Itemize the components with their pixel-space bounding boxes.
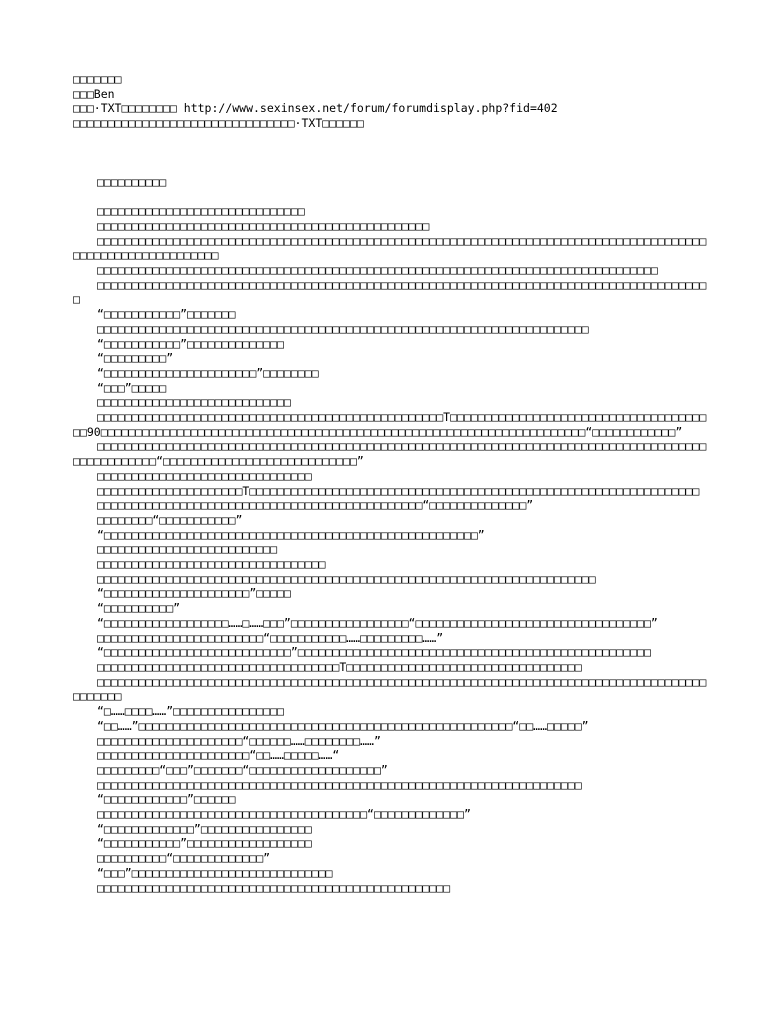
body-paragraph: “□□□□□□□□□□□□□□□□□□□□□□□□□□□”□□□□□□□□□□□□□□□□□□□□□□□□□□□□□□□□□□□□□□□□□□□□□□□□□□□ — [97, 645, 651, 660]
body-paragraph: “□□□”□□□□□ — [97, 380, 167, 395]
body-paragraph: □□□□□□□□□□□□□□□□□□□□□□□□□□□□□□□□□□□□□□□□□□□□□□□“□□□□□□□□□□□□□□” — [97, 498, 534, 513]
body-paragraph: □□□□□□□□□□□□□□□□□□□□□□□□□□ — [97, 542, 278, 557]
body-paragraph: □□□□□□□□□□□□□□□□□□□□□□□□□□□□□□□ — [97, 468, 312, 483]
body-paragraph: □□□□□□□□□“□□□”□□□□□□□“□□□□□□□□□□□□□□□□□□□” — [97, 762, 388, 777]
body-paragraph: □□□□□□□□□□□□□□□□□□□□□“□□□□□□……□□□□□□□□……” — [97, 733, 381, 748]
body-paragraph: □□□□□□□□□□□□□□□□□□□□□□□□□□□□□□□□□□□□□□□□□□□□□□□□□□□□□□□□□□□□□□□□□□□□□□□□□□□□□□□□□ — [97, 263, 658, 278]
body-paragraph: □□□□□□□□□□“□□□□□□□□□□□□□” — [97, 851, 271, 866]
header-source-url-line: □□□·TXT□□□□□□□□ http://www.sexinsex.net/forum/forumdisplay.php?fid=402 — [73, 101, 558, 116]
header-spacer — [73, 131, 713, 175]
body-paragraph: □□□□□□□□□□□□□□□□□□□□□□□□□□□□□□□□□ — [97, 557, 326, 572]
body-paragraph: □□□□□□□□□□□□□□□□□□□□□□□□□□□□□□□□□□□□□□□□□□□□□□□□□□□□□□□□□□□□□□□□□□□□□□□□□□□□□□□□□□□□□□□□□□□□□□□ — [73, 674, 707, 704]
body-paragraph: “□□□□□□□□□□□□□□□□□□□□□”□□□□□ — [97, 586, 291, 601]
body-text — [73, 175, 713, 895]
body-paragraph: □□□□□□□□□□□□□□□□□□□□□□□□□□□□□□□□□□□□□□□□□□□□□□□□ — [97, 218, 430, 233]
document-page — [73, 72, 713, 895]
body-paragraph: “□□□□□□□□□□□□”□□□□□□ — [97, 792, 236, 807]
body-paragraph: “□□……”□□□□□□□□□□□□□□□□□□□□□□□□□□□□□□□□□□□□□□□□□□□□□□□□□□□□□□“□□……□□□□□” — [97, 718, 589, 733]
body-paragraph: □□□□□□□□□□□□□□□□□□□□□□□□□□□□□□□□□□□□□□□□□□□□□□□□□□□□□□□□□□□□□□□□□□□□□□□□ — [97, 571, 596, 586]
body-paragraph: “□□□□□□□□□□□□□”□□□□□□□□□□□□□□□□ — [97, 821, 312, 836]
body-paragraph: □□□□□□□□□□□□□□□□□□□□□□□□□□□□□□□□□□□□□□□□□□□□□□□□□□T□□□□□□□□□□□□□□□□□□□□□□□□□□□□□□□□□□□□□□□90□□□□□□□□□□□□□□□□□□□□□□□□□□□□□□□□□□□□□□□□□□□□□□□□□□□□□□□□□□□□□□□□□□□□□□“□□□□□□□□□□□□” — [73, 410, 707, 439]
body-paragraph: □□□□□□□□□□□□□□□□□□□□□□□□□□□□□□□□□□□□□□□□□□□□□□□□□□□□□□□□□□□□□□□□□□□□□□□□□□□□□□□□□□□□□□□□□□□□□□□□□□□□“□□□□□□□□□□□□□□□□□□□□□□□□□□□□” — [73, 439, 707, 469]
body-paragraph: “□□□□□□□□□□□”□□□□□□□□□□□□□□ — [97, 336, 284, 351]
body-paragraph: “□□□□□□□□□□□”□□□□□□□□□□□□□□□□□□ — [97, 836, 312, 851]
body-paragraph: □□□□□□□□□□□□□□□□□□□□□□□□□□□□□□□□□□□□□□□□□□□□□□□□□□□□□□□□□□□□□□□□□□□□□□□□□□□□□□□□□□□□□□□□□□□□□□□□□□□□□□□□□□□□□ — [73, 233, 707, 263]
body-paragraph: “□□□□□□□□□□” — [97, 601, 181, 616]
body-paragraph: □□□□□□□□□□□□□□□□□□□□□□□□□□□□□□ — [97, 204, 305, 219]
body-paragraph: “□□□□□□□□□□□”□□□□□□□ — [97, 307, 236, 322]
header-author-line: □□□Ben — [73, 86, 115, 101]
body-paragraph: □□□□□□□□□□□□□□□□□□□□□□□□□□□□□□□□□□□□□□□□□□□□□□□□□□□□□□□□□□□□□□□□□□□□□□□□□□□□□□□□□□□□□□□□□ — [73, 277, 707, 307]
body-paragraph: “□……□□□□……”□□□□□□□□□□□□□□□□ — [97, 704, 284, 719]
body-paragraph: □□□□□□□□“□□□□□□□□□□□” — [97, 512, 243, 527]
body-paragraph: “□□□□□□□□□□□□□□□□□□□□□□”□□□□□□□□ — [97, 365, 319, 380]
body-paragraph: □□□□□□□□□□□□□□□□□□□□□□“□□……□□□□□……“ — [97, 748, 340, 763]
body-paragraph: “□□□□□□□□□□□□□□□□□□□□□□□□□□□□□□□□□□□□□□□□□□□□□□□□□□□□□□” — [97, 527, 485, 542]
body-paragraph: “□□□”□□□□□□□□□□□□□□□□□□□□□□□□□□□□□ — [97, 865, 333, 880]
body-paragraph: □□□□□□□□□□□□□□□□□□□□□□□□□□□□□□□□□□□□□□□□□□□□□□□□□□□□□□□□□□□□□□□□□□□□□□ — [97, 777, 582, 792]
chapter-title: □□□□□□□□□□ — [97, 174, 167, 189]
body-paragraph: □□□□□□□□□□□□□□□□□□□□□□□□□□□□□□□□□□□□□□□“□□□□□□□□□□□□□” — [97, 807, 471, 822]
body-paragraph: □□□□□□□□□□□□□□□□□□□□□□□□“□□□□□□□□□□□……□□□□□□□□□……” — [97, 630, 444, 645]
body-paragraph: “□□□□□□□□□” — [97, 351, 174, 366]
header-line-4: □□□□□□□□□□□□□□□□□□□□□□□□□□□□□□□□·TXT□□□□□□ — [73, 116, 364, 131]
body-paragraph: □□□□□□□□□□□□□□□□□□□□□□□□□□□□□□□□□□□□□□□□□□□□□□□□□□□ — [97, 880, 451, 895]
body-paragraph: □□□□□□□□□□□□□□□□□□□□□T□□□□□□□□□□□□□□□□□□□□□□□□□□□□□□□□□□□□□□□□□□□□□□□□□□□□□□□□□□□□□□□□□ — [97, 483, 700, 498]
body-paragraph: □□□□□□□□□□□□□□□□□□□□□□□□□□□□ — [97, 395, 291, 410]
body-paragraph: □□□□□□□□□□□□□□□□□□□□□□□□□□□□□□□□□□□T□□□□□□□□□□□□□□□□□□□□□□□□□□□□□□□□□□ — [97, 660, 582, 674]
body-paragraph: □□□□□□□□□□□□□□□□□□□□□□□□□□□□□□□□□□□□□□□□□□□□□□□□□□□□□□□□□□□□□□□□□□□□□□□ — [97, 321, 589, 336]
body-paragraph: “□□□□□□□□□□□□□□□□□□……□……□□□”□□□□□□□□□□□□□□□□□“□□□□□□□□□□□□□□□□□□□□□□□□□□□□□□□□□□” — [97, 615, 658, 630]
header-line-1: □□□□□□□ — [73, 72, 122, 86]
